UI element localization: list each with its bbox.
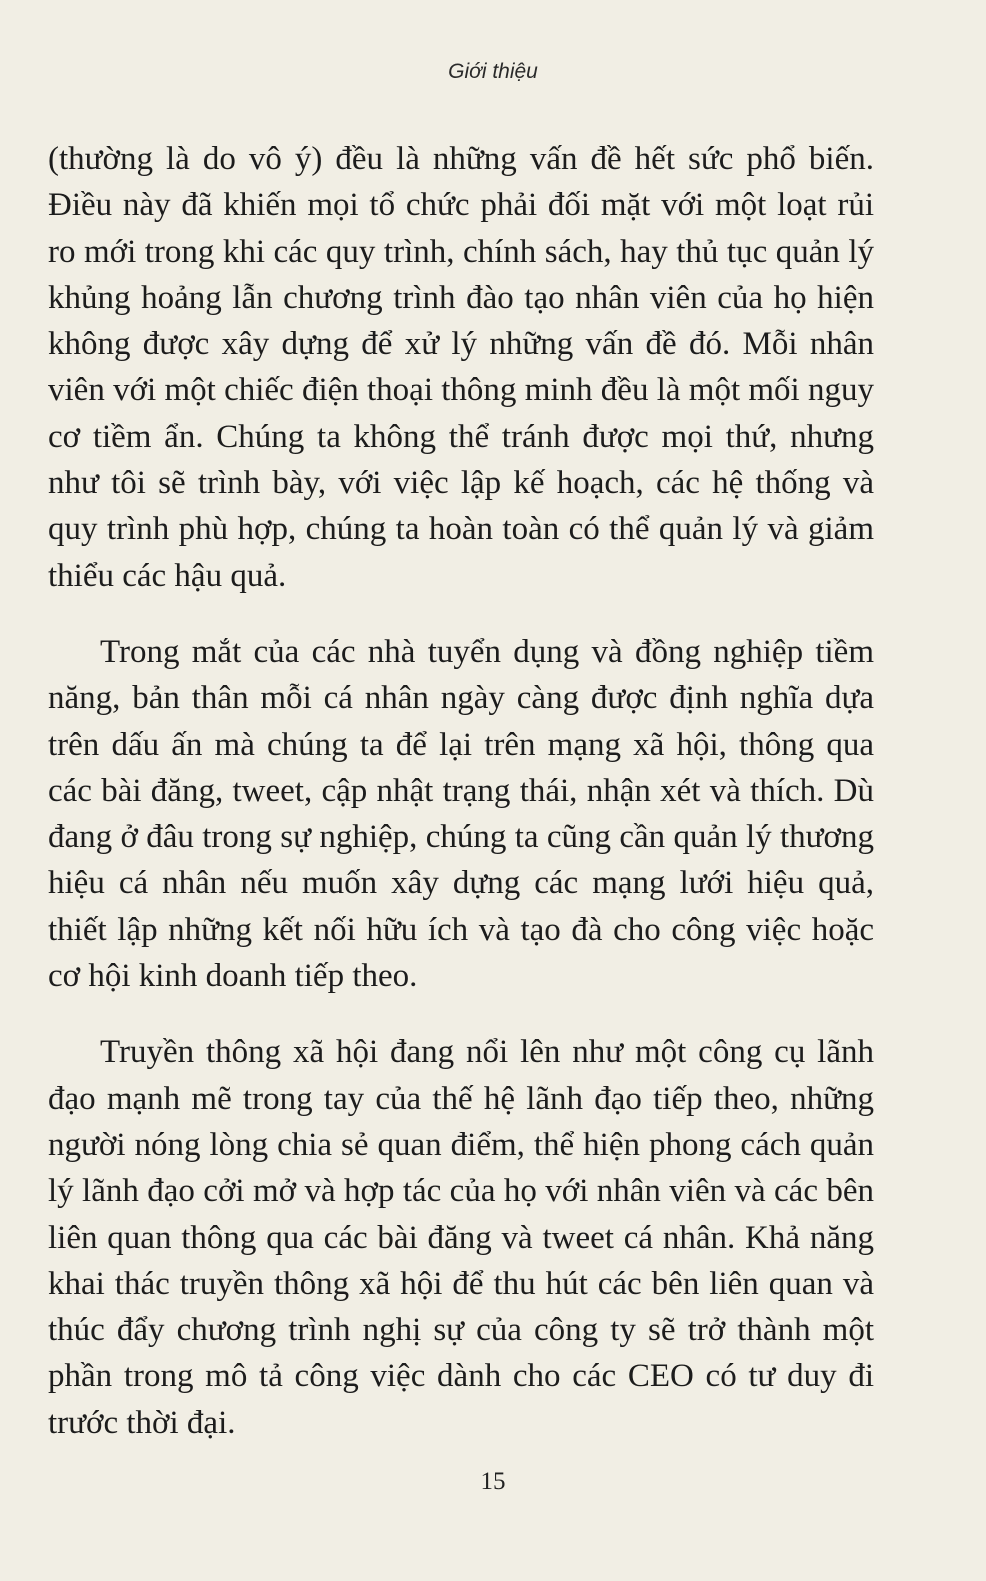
paragraph-2: Trong mắt của các nhà tuyển dụng và đồng nghiệp tiềm năng, bản thân mỗi cá nhân ngày càng được định nghĩa dựa trên dấu ấn mà chúng ta để lại trên mạng xã hội, thông qua các bài đăng, tweet, cập nhật trạng thái, nhận xét và thích. Dù đang ở đâu trong sự nghiệp, chúng ta cũng cần quản lý thương hiệu cá nhân nếu muốn xây dựng các mạng lưới hiệu quả, thiết lập những kết nối hữu ích và tạo đà cho công việc hoặc cơ hội kinh doanh tiếp theo. [48,633,874,995]
running-header: Giới thiệu [448,60,538,83]
page-number: 15 [480,1468,506,1495]
paragraph-3: Truyền thông xã hội đang nổi lên như một công cụ lãnh đạo mạnh mẽ trong tay của thế hệ lãnh đạo tiếp theo, những người nóng lòng chia sẻ quan điểm, thể hiện phong cách quản lý lãnh đạo cởi mở và hợp tác của họ với nhân viên và các bên liên quan thông qua các bài đăng và tweet cá nhân. Khả năng khai thác truyền thông xã hội để thu hút các bên liên quan và thúc đẩy chương trình nghị sự của công ty sẽ trở thành một phần trong mô tả công việc dành cho các CEO có tư duy đi trước thời đại. [48,1034,874,1441]
paragraph-1: (thường là do vô ý) đều là những vấn đề hết sức phổ biến. Điều này đã khiến mọi tổ chức phải đối mặt với một loạt rủi ro mới trong khi các quy trình, chính sách, hay thủ tục quản lý khủng hoảng lẫn chương trình đào tạo nhân viên của họ hiện không được xây dựng để xử lý những vấn đề đó. Mỗi nhân viên với một chiếc điện thoại thông minh đều là một mối nguy cơ tiềm ẩn. Chúng ta không thể tránh được mọi thứ, nhưng như tôi sẽ trình bày, với việc lập kế hoạch, các hệ thống và quy trình phù hợp, chúng ta hoàn toàn có thể quản lý và giảm thiểu các hậu quả. [48,141,874,594]
body-text [48,136,874,1446]
